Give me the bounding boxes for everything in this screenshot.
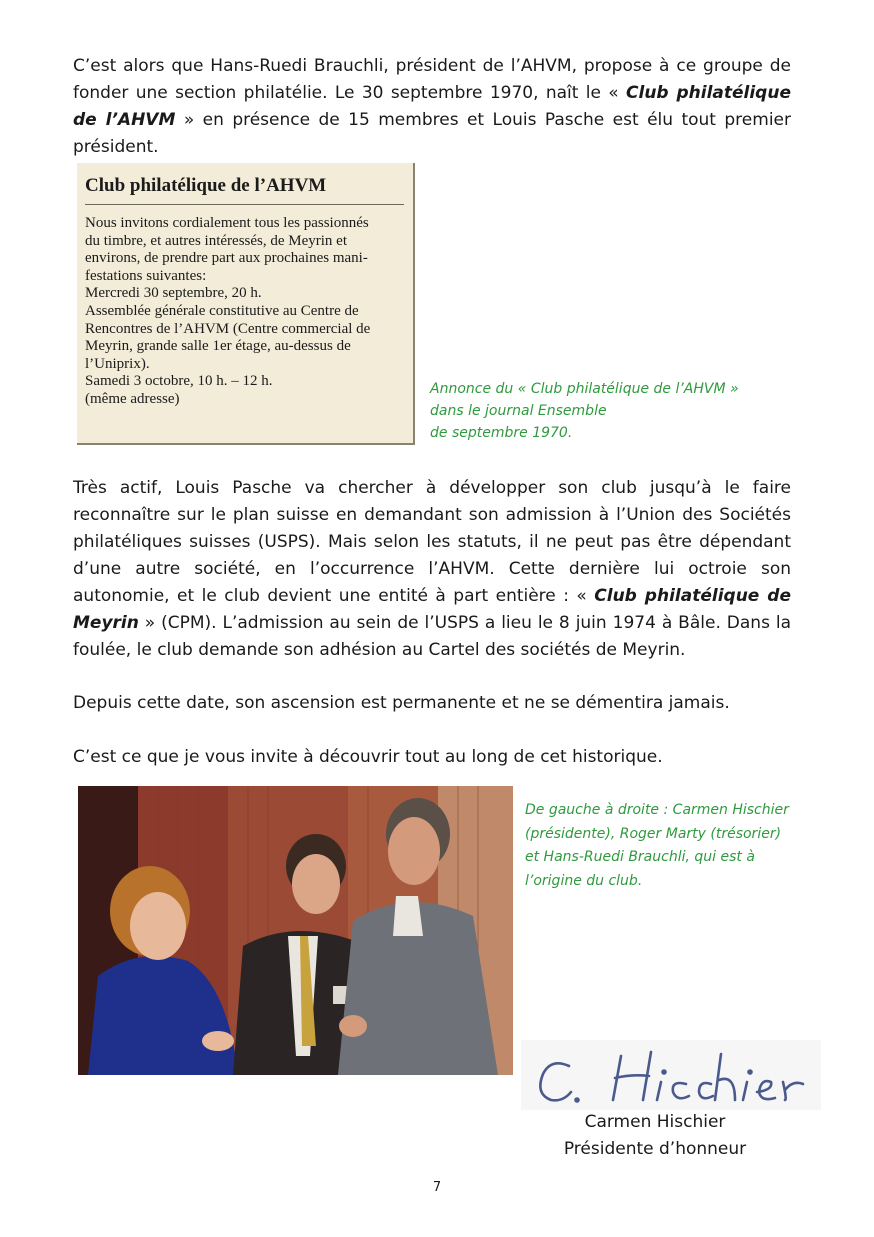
clipping-line: du timbre, et autres intéressés, de Meyrin et: [85, 232, 348, 249]
handwritten-signature: [521, 1040, 821, 1110]
clipping-caption-line: de septembre 1970.: [430, 425, 573, 441]
clipping-line: Mercredi 30 septembre, 20 h.: [85, 285, 262, 302]
clipping-line: Meyrin, grande salle 1er étage, au-dessus de: [85, 338, 351, 355]
signer-name: Carmen Hischier: [584, 1112, 726, 1132]
intro-paragraph: [73, 53, 791, 161]
newspaper-clipping: [77, 163, 415, 445]
group-photo: [78, 786, 513, 1075]
photo-caption-line: (présidente), Roger Marty (trésorier): [525, 825, 782, 842]
clipping-line: environs, de prendre part aux prochaines mani-: [85, 250, 368, 267]
clipping-line: Samedi 3 octobre, 10 h. – 12 h.: [85, 373, 273, 390]
photo-caption: [525, 799, 825, 893]
clipping-caption: [430, 378, 770, 444]
clipping-line: festations suivantes:: [85, 267, 207, 284]
photo-caption-line: l’origine du club.: [525, 872, 643, 889]
intro-club-name: Club philatélique de l’AHVM: [73, 83, 791, 130]
clipping-line: Nous invitons cordialement tous les passionnés: [85, 215, 369, 231]
body2-text-a: Très actif, Louis Pasche va chercher à développer son club jusqu’à le faire reconnaître sur le plan suisse en demandant son admission à l’Union des Sociétés philatéliques suisses (USPS). Mais selon les statuts, il ne peut pas être dépendant d’une autre société, en l’occurrence l’AHVM. Cette dernière lui octroie son autonomie, et le club devient une entité à part entière : «: [73, 478, 791, 606]
page-number: 7: [432, 1180, 442, 1195]
clipping-line: Rencontres de l’AHVM (Centre commercial de: [85, 320, 371, 337]
clipping-caption-line: Annonce du « Club philatélique de l’AHVM »: [430, 381, 739, 397]
intro-text-b: » en présence de 15 membres et Louis Pasche est élu tout premier président.: [73, 110, 791, 157]
body2-club-name: Club philatélique de Meyrin: [73, 586, 791, 633]
body-paragraph-4: C’est ce que je vous invite à découvrir tout au long de cet historique.: [73, 747, 663, 767]
clipping-title: Club philatélique de l’AHVM: [85, 175, 404, 205]
body-paragraph-3: Depuis cette date, son ascension est permanente et ne se démentira jamais.: [73, 693, 730, 713]
photo-caption-line: De gauche à droite : Carmen Hischier: [525, 802, 789, 818]
body-paragraph-2: [73, 475, 791, 664]
clipping-line: (même adresse): [85, 390, 180, 407]
photo-caption-line: et Hans-Ruedi Brauchli, qui est à: [525, 849, 755, 865]
clipping-line: l’Uniprix).: [85, 355, 150, 372]
signer-title: Présidente d’honneur: [563, 1139, 747, 1159]
clipping-caption-line: dans le journal Ensemble: [430, 403, 607, 419]
body2-text-b: » (CPM). L’admission au sein de l’USPS a lieu le 8 juin 1974 à Bâle. Dans la foulée, le club demande son adhésion au Cartel des sociétés de Meyrin.: [73, 613, 791, 660]
intro-text-a: C’est alors que Hans-Ruedi Brauchli, président de l’AHVM, propose à ce groupe de fonder une section philatélie. Le 30 septembre 1970, naît le «: [73, 56, 791, 103]
clipping-line: Assemblée générale constitutive au Centre de: [85, 302, 359, 319]
